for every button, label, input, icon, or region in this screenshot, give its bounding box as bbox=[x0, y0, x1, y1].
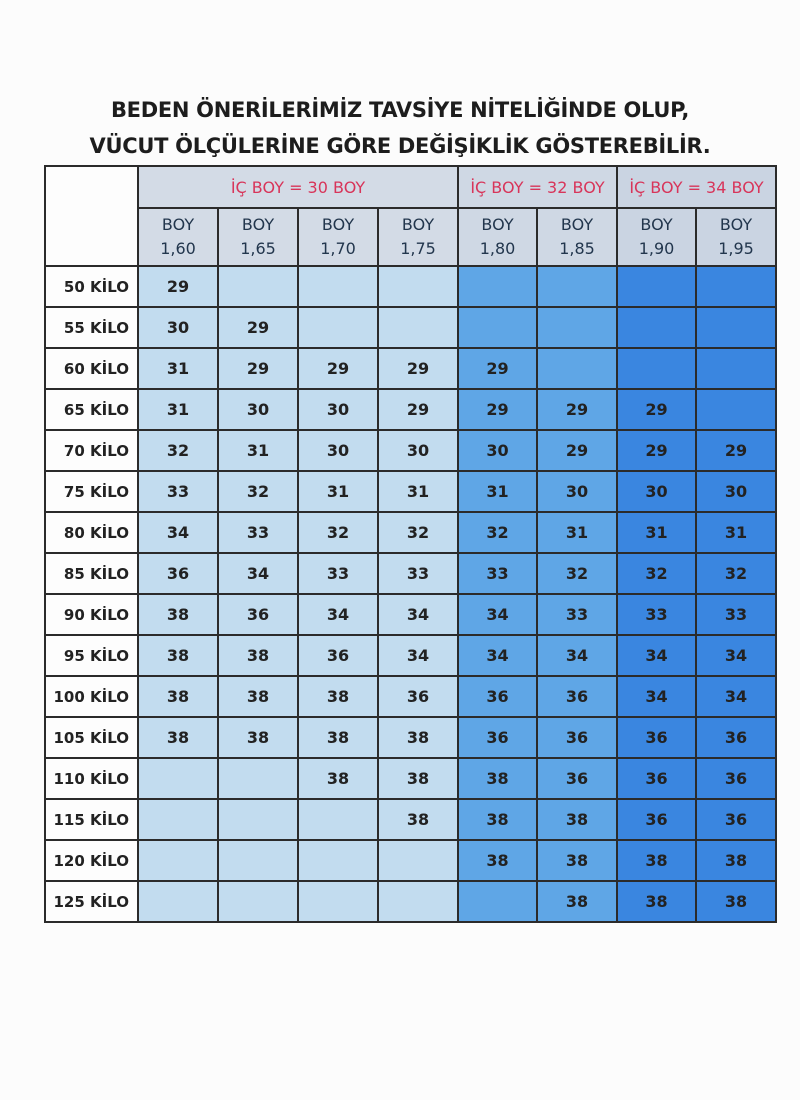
size-cell: 29 bbox=[696, 430, 776, 471]
size-cell bbox=[617, 266, 696, 307]
size-cell: 34 bbox=[696, 635, 776, 676]
size-cell: 29 bbox=[537, 430, 617, 471]
size-cell: 38 bbox=[696, 881, 776, 922]
size-cell: 31 bbox=[298, 471, 378, 512]
size-cell: 36 bbox=[218, 594, 298, 635]
size-cell: 32 bbox=[298, 512, 378, 553]
size-cell: 34 bbox=[617, 676, 696, 717]
size-cell: 30 bbox=[696, 471, 776, 512]
size-cell: 36 bbox=[696, 799, 776, 840]
size-cell bbox=[218, 881, 298, 922]
size-cell: 33 bbox=[378, 553, 458, 594]
size-cell: 38 bbox=[378, 799, 458, 840]
height-header bbox=[696, 208, 776, 266]
size-cell bbox=[298, 799, 378, 840]
size-cell: 34 bbox=[696, 676, 776, 717]
size-cell: 38 bbox=[218, 635, 298, 676]
size-cell: 30 bbox=[218, 389, 298, 430]
size-cell: 36 bbox=[138, 553, 218, 594]
size-cell: 29 bbox=[537, 389, 617, 430]
table-row bbox=[45, 799, 776, 840]
height-value: 1,80 bbox=[479, 239, 516, 258]
size-cell bbox=[298, 840, 378, 881]
size-cell bbox=[696, 389, 776, 430]
table-row bbox=[45, 430, 776, 471]
height-value: 1,75 bbox=[400, 239, 436, 258]
size-cell bbox=[537, 348, 617, 389]
size-cell: 32 bbox=[696, 553, 776, 594]
size-cell bbox=[617, 348, 696, 389]
size-cell: 29 bbox=[218, 307, 298, 348]
size-cell: 32 bbox=[378, 512, 458, 553]
size-cell bbox=[458, 266, 537, 307]
table-row bbox=[45, 676, 776, 717]
size-cell: 34 bbox=[218, 553, 298, 594]
size-cell: 36 bbox=[537, 676, 617, 717]
size-cell: 38 bbox=[138, 717, 218, 758]
height-header bbox=[138, 208, 218, 266]
table-row bbox=[45, 512, 776, 553]
size-cell bbox=[378, 307, 458, 348]
size-cell: 38 bbox=[537, 799, 617, 840]
size-cell bbox=[218, 266, 298, 307]
weight-label: 75 KİLO bbox=[45, 471, 138, 512]
size-cell bbox=[138, 881, 218, 922]
size-cell: 34 bbox=[458, 635, 537, 676]
size-cell bbox=[537, 266, 617, 307]
size-cell: 38 bbox=[298, 758, 378, 799]
table-row bbox=[45, 266, 776, 307]
size-cell: 30 bbox=[378, 430, 458, 471]
weight-label: 85 KİLO bbox=[45, 553, 138, 594]
weight-label: 80 KİLO bbox=[45, 512, 138, 553]
size-cell: 29 bbox=[458, 389, 537, 430]
table-row bbox=[45, 553, 776, 594]
table-row bbox=[45, 758, 776, 799]
size-cell bbox=[458, 307, 537, 348]
size-cell: 32 bbox=[138, 430, 218, 471]
size-cell: 29 bbox=[378, 348, 458, 389]
size-cell: 38 bbox=[218, 676, 298, 717]
size-cell bbox=[298, 307, 378, 348]
size-cell: 34 bbox=[617, 635, 696, 676]
size-cell: 33 bbox=[298, 553, 378, 594]
height-value: 1,60 bbox=[160, 239, 196, 258]
size-cell bbox=[138, 799, 218, 840]
size-cell: 38 bbox=[138, 594, 218, 635]
page-title bbox=[0, 92, 800, 164]
size-cell: 32 bbox=[458, 512, 537, 553]
table-row bbox=[45, 840, 776, 881]
size-cell: 33 bbox=[458, 553, 537, 594]
size-cell: 29 bbox=[378, 389, 458, 430]
size-cell: 36 bbox=[458, 676, 537, 717]
size-cell: 31 bbox=[617, 512, 696, 553]
size-cell bbox=[218, 799, 298, 840]
size-cell: 34 bbox=[298, 594, 378, 635]
size-cell: 38 bbox=[298, 717, 378, 758]
size-cell: 33 bbox=[138, 471, 218, 512]
size-cell: 36 bbox=[617, 758, 696, 799]
size-cell: 32 bbox=[537, 553, 617, 594]
table-row bbox=[45, 389, 776, 430]
height-value: 1,70 bbox=[320, 239, 356, 258]
table-row bbox=[45, 635, 776, 676]
size-cell: 36 bbox=[378, 676, 458, 717]
size-cell: 30 bbox=[537, 471, 617, 512]
size-cell: 31 bbox=[696, 512, 776, 553]
size-cell: 31 bbox=[138, 348, 218, 389]
size-cell bbox=[298, 266, 378, 307]
size-cell: 29 bbox=[617, 389, 696, 430]
weight-label: 55 KİLO bbox=[45, 307, 138, 348]
weight-label: 125 KİLO bbox=[45, 881, 138, 922]
size-cell: 33 bbox=[696, 594, 776, 635]
size-cell: 34 bbox=[378, 594, 458, 635]
weight-label: 110 KİLO bbox=[45, 758, 138, 799]
group-header-row bbox=[45, 166, 776, 208]
height-header bbox=[378, 208, 458, 266]
height-label: BOY bbox=[321, 215, 355, 234]
height-label: BOY bbox=[241, 215, 275, 234]
size-cell: 30 bbox=[298, 430, 378, 471]
height-header bbox=[218, 208, 298, 266]
weight-label: 120 KİLO bbox=[45, 840, 138, 881]
size-cell bbox=[218, 840, 298, 881]
size-cell bbox=[378, 840, 458, 881]
title-line-2: VÜCUT ÖLÇÜLERİNE GÖRE DEĞİŞİKLİK GÖSTEREBİLİR. bbox=[89, 134, 711, 158]
weight-label: 95 KİLO bbox=[45, 635, 138, 676]
weight-label: 105 KİLO bbox=[45, 717, 138, 758]
size-cell: 29 bbox=[617, 430, 696, 471]
size-cell: 29 bbox=[138, 266, 218, 307]
size-cell: 31 bbox=[458, 471, 537, 512]
size-cell: 31 bbox=[537, 512, 617, 553]
size-cell: 38 bbox=[378, 717, 458, 758]
size-cell bbox=[138, 840, 218, 881]
height-label: BOY bbox=[560, 215, 594, 234]
group-header-32: İÇ BOY = 32 BOY bbox=[458, 166, 617, 208]
size-cell: 36 bbox=[696, 717, 776, 758]
size-cell: 33 bbox=[537, 594, 617, 635]
size-cell: 32 bbox=[218, 471, 298, 512]
table-row bbox=[45, 471, 776, 512]
size-cell bbox=[298, 881, 378, 922]
size-cell: 34 bbox=[138, 512, 218, 553]
size-cell: 29 bbox=[298, 348, 378, 389]
size-cell: 38 bbox=[138, 635, 218, 676]
size-cell bbox=[138, 758, 218, 799]
size-cell: 38 bbox=[617, 840, 696, 881]
group-header-34: İÇ BOY = 34 BOY bbox=[617, 166, 776, 208]
size-cell: 36 bbox=[696, 758, 776, 799]
height-value: 1,65 bbox=[240, 239, 276, 258]
size-cell: 30 bbox=[617, 471, 696, 512]
size-cell bbox=[617, 307, 696, 348]
height-header bbox=[298, 208, 378, 266]
height-label: BOY bbox=[401, 215, 435, 234]
size-cell: 33 bbox=[218, 512, 298, 553]
size-cell bbox=[696, 307, 776, 348]
size-cell bbox=[696, 348, 776, 389]
size-cell: 38 bbox=[378, 758, 458, 799]
size-cell bbox=[458, 881, 537, 922]
size-cell: 38 bbox=[537, 881, 617, 922]
size-cell: 31 bbox=[138, 389, 218, 430]
group-header-30: İÇ BOY = 30 BOY bbox=[138, 166, 458, 208]
weight-label: 115 KİLO bbox=[45, 799, 138, 840]
size-cell: 31 bbox=[218, 430, 298, 471]
height-label: BOY bbox=[719, 215, 753, 234]
corner-cell bbox=[45, 166, 138, 266]
size-cell: 36 bbox=[298, 635, 378, 676]
height-value: 1,95 bbox=[718, 239, 754, 258]
table-row bbox=[45, 348, 776, 389]
size-cell: 38 bbox=[458, 758, 537, 799]
height-label: BOY bbox=[640, 215, 673, 234]
size-cell: 38 bbox=[138, 676, 218, 717]
size-cell: 36 bbox=[537, 758, 617, 799]
height-header bbox=[458, 208, 537, 266]
table-row bbox=[45, 594, 776, 635]
weight-label: 70 KİLO bbox=[45, 430, 138, 471]
size-cell bbox=[696, 266, 776, 307]
size-cell: 38 bbox=[617, 881, 696, 922]
size-cell: 34 bbox=[537, 635, 617, 676]
size-cell: 36 bbox=[617, 799, 696, 840]
height-label: BOY bbox=[481, 215, 514, 234]
size-cell bbox=[537, 307, 617, 348]
height-header-row bbox=[45, 208, 776, 266]
weight-label: 50 KİLO bbox=[45, 266, 138, 307]
size-chart-table bbox=[44, 165, 777, 923]
size-cell: 36 bbox=[617, 717, 696, 758]
size-cell: 29 bbox=[218, 348, 298, 389]
weight-label: 90 KİLO bbox=[45, 594, 138, 635]
height-value: 1,90 bbox=[638, 239, 675, 258]
size-rows bbox=[45, 266, 776, 922]
height-header bbox=[617, 208, 696, 266]
table-row bbox=[45, 881, 776, 922]
size-cell: 34 bbox=[378, 635, 458, 676]
size-cell: 38 bbox=[537, 840, 617, 881]
size-cell bbox=[378, 266, 458, 307]
weight-label: 60 KİLO bbox=[45, 348, 138, 389]
height-value: 1,85 bbox=[559, 239, 595, 258]
title-line-1: BEDEN ÖNERİLERİMİZ TAVSİYE NİTELİĞİNDE OLUP, bbox=[110, 98, 690, 122]
size-cell: 29 bbox=[458, 348, 537, 389]
size-cell: 32 bbox=[617, 553, 696, 594]
size-cell: 30 bbox=[298, 389, 378, 430]
size-cell: 31 bbox=[378, 471, 458, 512]
weight-label: 100 KİLO bbox=[45, 676, 138, 717]
size-cell: 38 bbox=[298, 676, 378, 717]
size-cell: 38 bbox=[696, 840, 776, 881]
size-cell: 38 bbox=[218, 717, 298, 758]
size-cell: 38 bbox=[458, 799, 537, 840]
size-cell bbox=[218, 758, 298, 799]
weight-label: 65 KİLO bbox=[45, 389, 138, 430]
size-cell: 34 bbox=[458, 594, 537, 635]
size-cell: 33 bbox=[617, 594, 696, 635]
size-cell: 30 bbox=[138, 307, 218, 348]
size-cell: 30 bbox=[458, 430, 537, 471]
table-row bbox=[45, 307, 776, 348]
size-cell: 36 bbox=[537, 717, 617, 758]
size-cell bbox=[378, 881, 458, 922]
table-row bbox=[45, 717, 776, 758]
height-header bbox=[537, 208, 617, 266]
size-cell: 38 bbox=[458, 840, 537, 881]
size-cell: 36 bbox=[458, 717, 537, 758]
height-label: BOY bbox=[161, 215, 195, 234]
